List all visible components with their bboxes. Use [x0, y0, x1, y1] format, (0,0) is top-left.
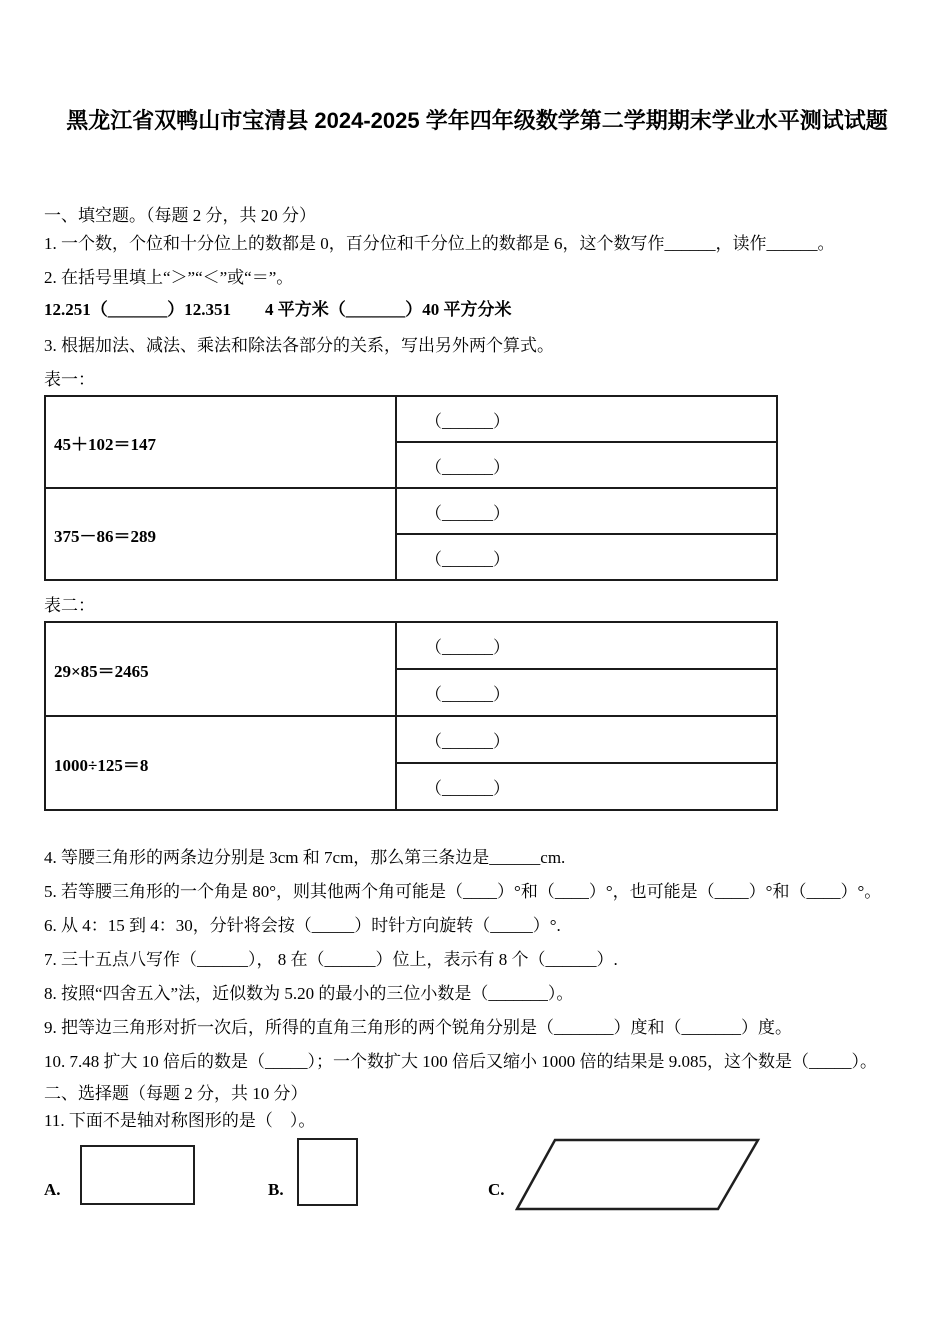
option-c-label: C. — [488, 1180, 505, 1199]
table-row — [45, 396, 777, 442]
option-b-rectangle-shape — [297, 1138, 358, 1206]
question-10: 10. 7.48 扩大 10 倍后的数是（_____）；一个数扩大 100 倍后又缩小 1000 倍的结果是 9.085，这个数是（_____）。 — [44, 1052, 877, 1071]
question-11: 11. 下面不是轴对称图形的是（ ）。 — [44, 1111, 316, 1130]
table1-expression-1: 45＋102＝147 — [45, 396, 396, 488]
question-5: 5. 若等腰三角形的一个角是 80°，则其他两个角可能是（____）°和（____）°，也可能是（____）°和（____）°。 — [44, 882, 882, 901]
option-c-parallelogram-shape — [515, 1138, 763, 1213]
section-choice-heading: 二、选择题（每题 2 分，共 10 分） — [44, 1084, 308, 1103]
option-b-label: B. — [268, 1180, 284, 1199]
table2-blank-2a: （______） — [396, 716, 777, 763]
section-fill-heading: 一、填空题。（每题 2 分，共 20 分） — [44, 206, 316, 225]
table1-blank-1a: （______） — [396, 396, 777, 442]
table2-blank-1b: （______） — [396, 669, 777, 716]
table2-blank-2b: （______） — [396, 763, 777, 810]
question-8: 8. 按照“四舍五入”法，近似数为 5.20 的最小的三位小数是（_______）。 — [44, 984, 574, 1003]
question-11-options-row — [44, 1138, 910, 1224]
table-row — [45, 716, 777, 763]
table2-expression-1: 29×85＝2465 — [45, 622, 396, 716]
question-6: 6. 从 4：15 到 4：30，分针将会按（_____）时针方向旋转（_____）°. — [44, 916, 561, 935]
table2-expression-2: 1000÷125＝8 — [45, 716, 396, 810]
option-a-label: A. — [44, 1180, 61, 1199]
table-row — [45, 622, 777, 669]
table1-label: 表一： — [44, 370, 95, 389]
table1-blank-1b: （______） — [396, 442, 777, 488]
question-4: 4. 等腰三角形的两条边分别是 3cm 和 7cm，那么第三条边是______cm. — [44, 848, 566, 867]
question-9: 9. 把等边三角形对折一次后，所得的直角三角形的两个锐角分别是（_______）度和（_______）度。 — [44, 1018, 792, 1037]
table2-blank-1a: （______） — [396, 622, 777, 669]
table1-blank-2a: （______） — [396, 488, 777, 534]
table2-label: 表二： — [44, 596, 95, 615]
page-title: 黑龙江省双鸭山市宝清县 2024-2025 学年四年级数学第二学期期末学业水平测试试题 — [66, 108, 888, 133]
question-2-compare-line: 12.251（_______）12.351 4 平方米（_______）40 平方分米 — [44, 300, 512, 319]
relation-table-1 — [44, 395, 778, 581]
relation-table-2 — [44, 621, 778, 811]
table1-blank-2b: （______） — [396, 534, 777, 580]
question-3: 3. 根据加法、减法、乘法和除法各部分的关系，写出另外两个算式。 — [44, 336, 554, 355]
question-1: 1. 一个数，个位和十分位上的数都是 0，百分位和千分位上的数都是 6，这个数写作______，读作______。 — [44, 234, 835, 253]
table1-expression-2: 375－86＝289 — [45, 488, 396, 580]
question-2: 2. 在括号里填上“＞”“＜”或“＝”。 — [44, 268, 294, 287]
option-a-rectangle-shape — [80, 1145, 195, 1205]
table-row — [45, 488, 777, 534]
question-7: 7. 三十五点八写作（______）， 8 在（______）位上，表示有 8 个（______）. — [44, 950, 618, 969]
